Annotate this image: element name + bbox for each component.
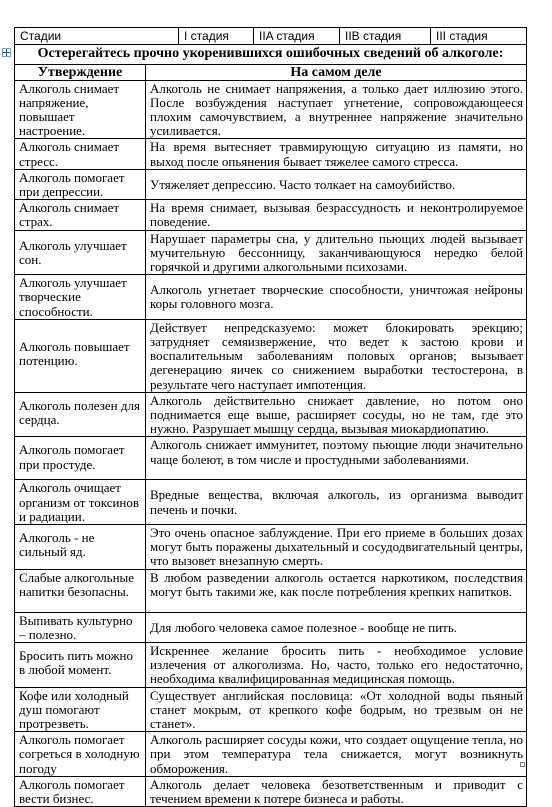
claim-cell[interactable]: Алкоголь улучшает творческие способности.	[15, 275, 146, 320]
fact-cell[interactable]: Алкоголь делает человека безответственным и приводит с течением времени к потере бизнеса и работы.	[146, 776, 527, 806]
fact-cell[interactable]: Действует непредсказуемо: может блокировать эрекцию; затрудняет семяизвержение, что ведет к застою крови и воспалительным заболеваниям половых органов; вызывает дегенерацию яичек со снижением выработки тестостерона, в результате чего наступает импотенция.	[146, 319, 527, 392]
fact-cell[interactable]: Алкоголь снижает иммунитет, поэтому пьющие люди значительно чаще болеют, в том числе и простудными заболеваниями.	[146, 437, 527, 480]
stages-table	[14, 27, 527, 45]
table-row	[15, 139, 527, 169]
stage-3-cell[interactable]: III стадия	[431, 28, 527, 45]
fact-cell[interactable]: Для любого человека самое полезное - вообще не пить.	[146, 612, 527, 642]
stage-2b-cell[interactable]: IIB стадия	[340, 28, 431, 45]
fact-cell[interactable]: Утяжеляет депрессию. Часто толкает на самоубийство.	[146, 169, 527, 199]
table-row	[15, 480, 527, 525]
table-row	[15, 524, 527, 569]
table-row	[15, 319, 527, 392]
table-row	[15, 569, 527, 612]
caption-row	[15, 45, 527, 64]
claim-cell[interactable]: Алкоголь помогает при депрессии.	[15, 169, 146, 199]
fact-cell[interactable]: Существует английская пословица: «От холодной воды пьяный станет мокрым, от крепкого кофе бодрым, но трезвым он не станет».	[146, 687, 527, 732]
claim-cell[interactable]: Алкоголь - не сильный яд.	[15, 524, 146, 569]
fact-cell[interactable]: Алкоголь угнетает творческие способности, уничтожая нейроны коры головного мозга.	[146, 275, 527, 320]
claim-header[interactable]: Утверждение	[15, 64, 146, 80]
stage-2a-cell[interactable]: IIA стадия	[254, 28, 340, 45]
table-row	[15, 200, 527, 230]
claim-cell[interactable]: Алкоголь улучшает сон.	[15, 230, 146, 275]
table-row	[15, 80, 527, 139]
fact-cell[interactable]: На время снимает, вызывая безрассудность и неконтролируемое поведение.	[146, 200, 527, 230]
claim-cell[interactable]: Алкоголь снимает стресс.	[15, 139, 146, 169]
claim-cell[interactable]: Выпивать культурно – полезно.	[15, 612, 146, 642]
fact-cell[interactable]: Это очень опасное заблуждение. При его приеме в больших дозах могут быть поражены дыхательный и сосудодвигательный центры, что вызовет внезапную смерть.	[146, 524, 527, 569]
table-resize-handle-icon[interactable]	[520, 762, 525, 767]
stages-label-cell[interactable]: Стадии	[15, 28, 179, 45]
claim-cell[interactable]: Алкоголь полезен для сердца.	[15, 392, 146, 437]
claim-cell[interactable]: Бросить пить можно в любой момент.	[15, 643, 146, 688]
fact-cell[interactable]: Вредные вещества, включая алкоголь, из организма выводит печень и почки.	[146, 480, 527, 525]
fact-header[interactable]: На самом деле	[146, 64, 527, 80]
claim-cell[interactable]: Кофе или холодный душ помогают протрезветь.	[15, 687, 146, 732]
misconceptions-table	[14, 45, 527, 807]
header-row	[15, 64, 527, 80]
fact-cell[interactable]: На время вытесняет травмирующую ситуацию из памяти, но выход после опьянения бывает тяжелее самого стресса.	[146, 139, 527, 169]
claim-cell[interactable]: Алкоголь очищает организм от токсинов и радиации.	[15, 480, 146, 525]
claim-cell[interactable]: Алкоголь снимает страх.	[15, 200, 146, 230]
table-row	[15, 169, 527, 199]
table-row	[15, 437, 527, 480]
table-row	[15, 392, 527, 437]
fact-cell[interactable]: Алкоголь расширяет сосуды кожи, что создает ощущение тепла, но при этом температура тела снижается, могут возникнуть обморожения.	[146, 732, 527, 777]
table-row	[15, 275, 527, 320]
stages-row	[15, 28, 527, 45]
table-row	[15, 612, 527, 642]
fact-cell[interactable]: Алкоголь действительно снижает давление, но потом оно поднимается еще выше, расширяет сосуды, но не там, где это нужно. Разрушает мышцу сердца, вызывая миокардиопатию.	[146, 392, 527, 437]
claim-cell[interactable]: Алкоголь снимает напряжение, повышает настроение.	[15, 80, 146, 139]
claim-cell[interactable]: Алкоголь повышает потенцию.	[15, 319, 146, 392]
fact-cell[interactable]: Искреннее желание бросить пить - необходимое условие излечения от алкоголизма. Но, часто, только его недостаточно, необходима квалифицированная медицинская помощь.	[146, 643, 527, 688]
table-row	[15, 776, 527, 806]
table-row	[15, 687, 527, 732]
table-move-handle-icon[interactable]	[2, 48, 11, 57]
table-caption[interactable]: Остерегайтесь прочно укоренившихся ошибочных сведений об алкоголе:	[15, 45, 527, 64]
fact-cell[interactable]: В любом разведении алкоголь остается наркотиком, последствия могут быть такими же, как после потребления крепких напитков.	[146, 569, 527, 612]
claim-cell[interactable]: Алкоголь помогает при простуде.	[15, 437, 146, 480]
claim-cell[interactable]: Слабые алкогольные напитки безопасны.	[15, 569, 146, 612]
claim-cell[interactable]: Алкоголь помогает вести бизнес.	[15, 776, 146, 806]
table-row	[15, 643, 527, 688]
fact-cell[interactable]: Алкоголь не снимает напряжения, а только дает иллюзию этого. После возбуждения наступает угнетение, сопровождающееся плохим самочувствием, а внутреннее напряжение значительно усиливается.	[146, 80, 527, 139]
table-row	[15, 732, 527, 777]
fact-cell[interactable]: Нарушает параметры сна, у длительно пьющих людей вызывает мучительную бессонницу, заканчивающуюся нередко белой горячкой и другими алкогольными психозами.	[146, 230, 527, 275]
claim-cell[interactable]: Алкоголь помогает согреться в холодную погоду	[15, 732, 146, 777]
stage-1-cell[interactable]: I стадия	[179, 28, 254, 45]
table-row	[15, 230, 527, 275]
